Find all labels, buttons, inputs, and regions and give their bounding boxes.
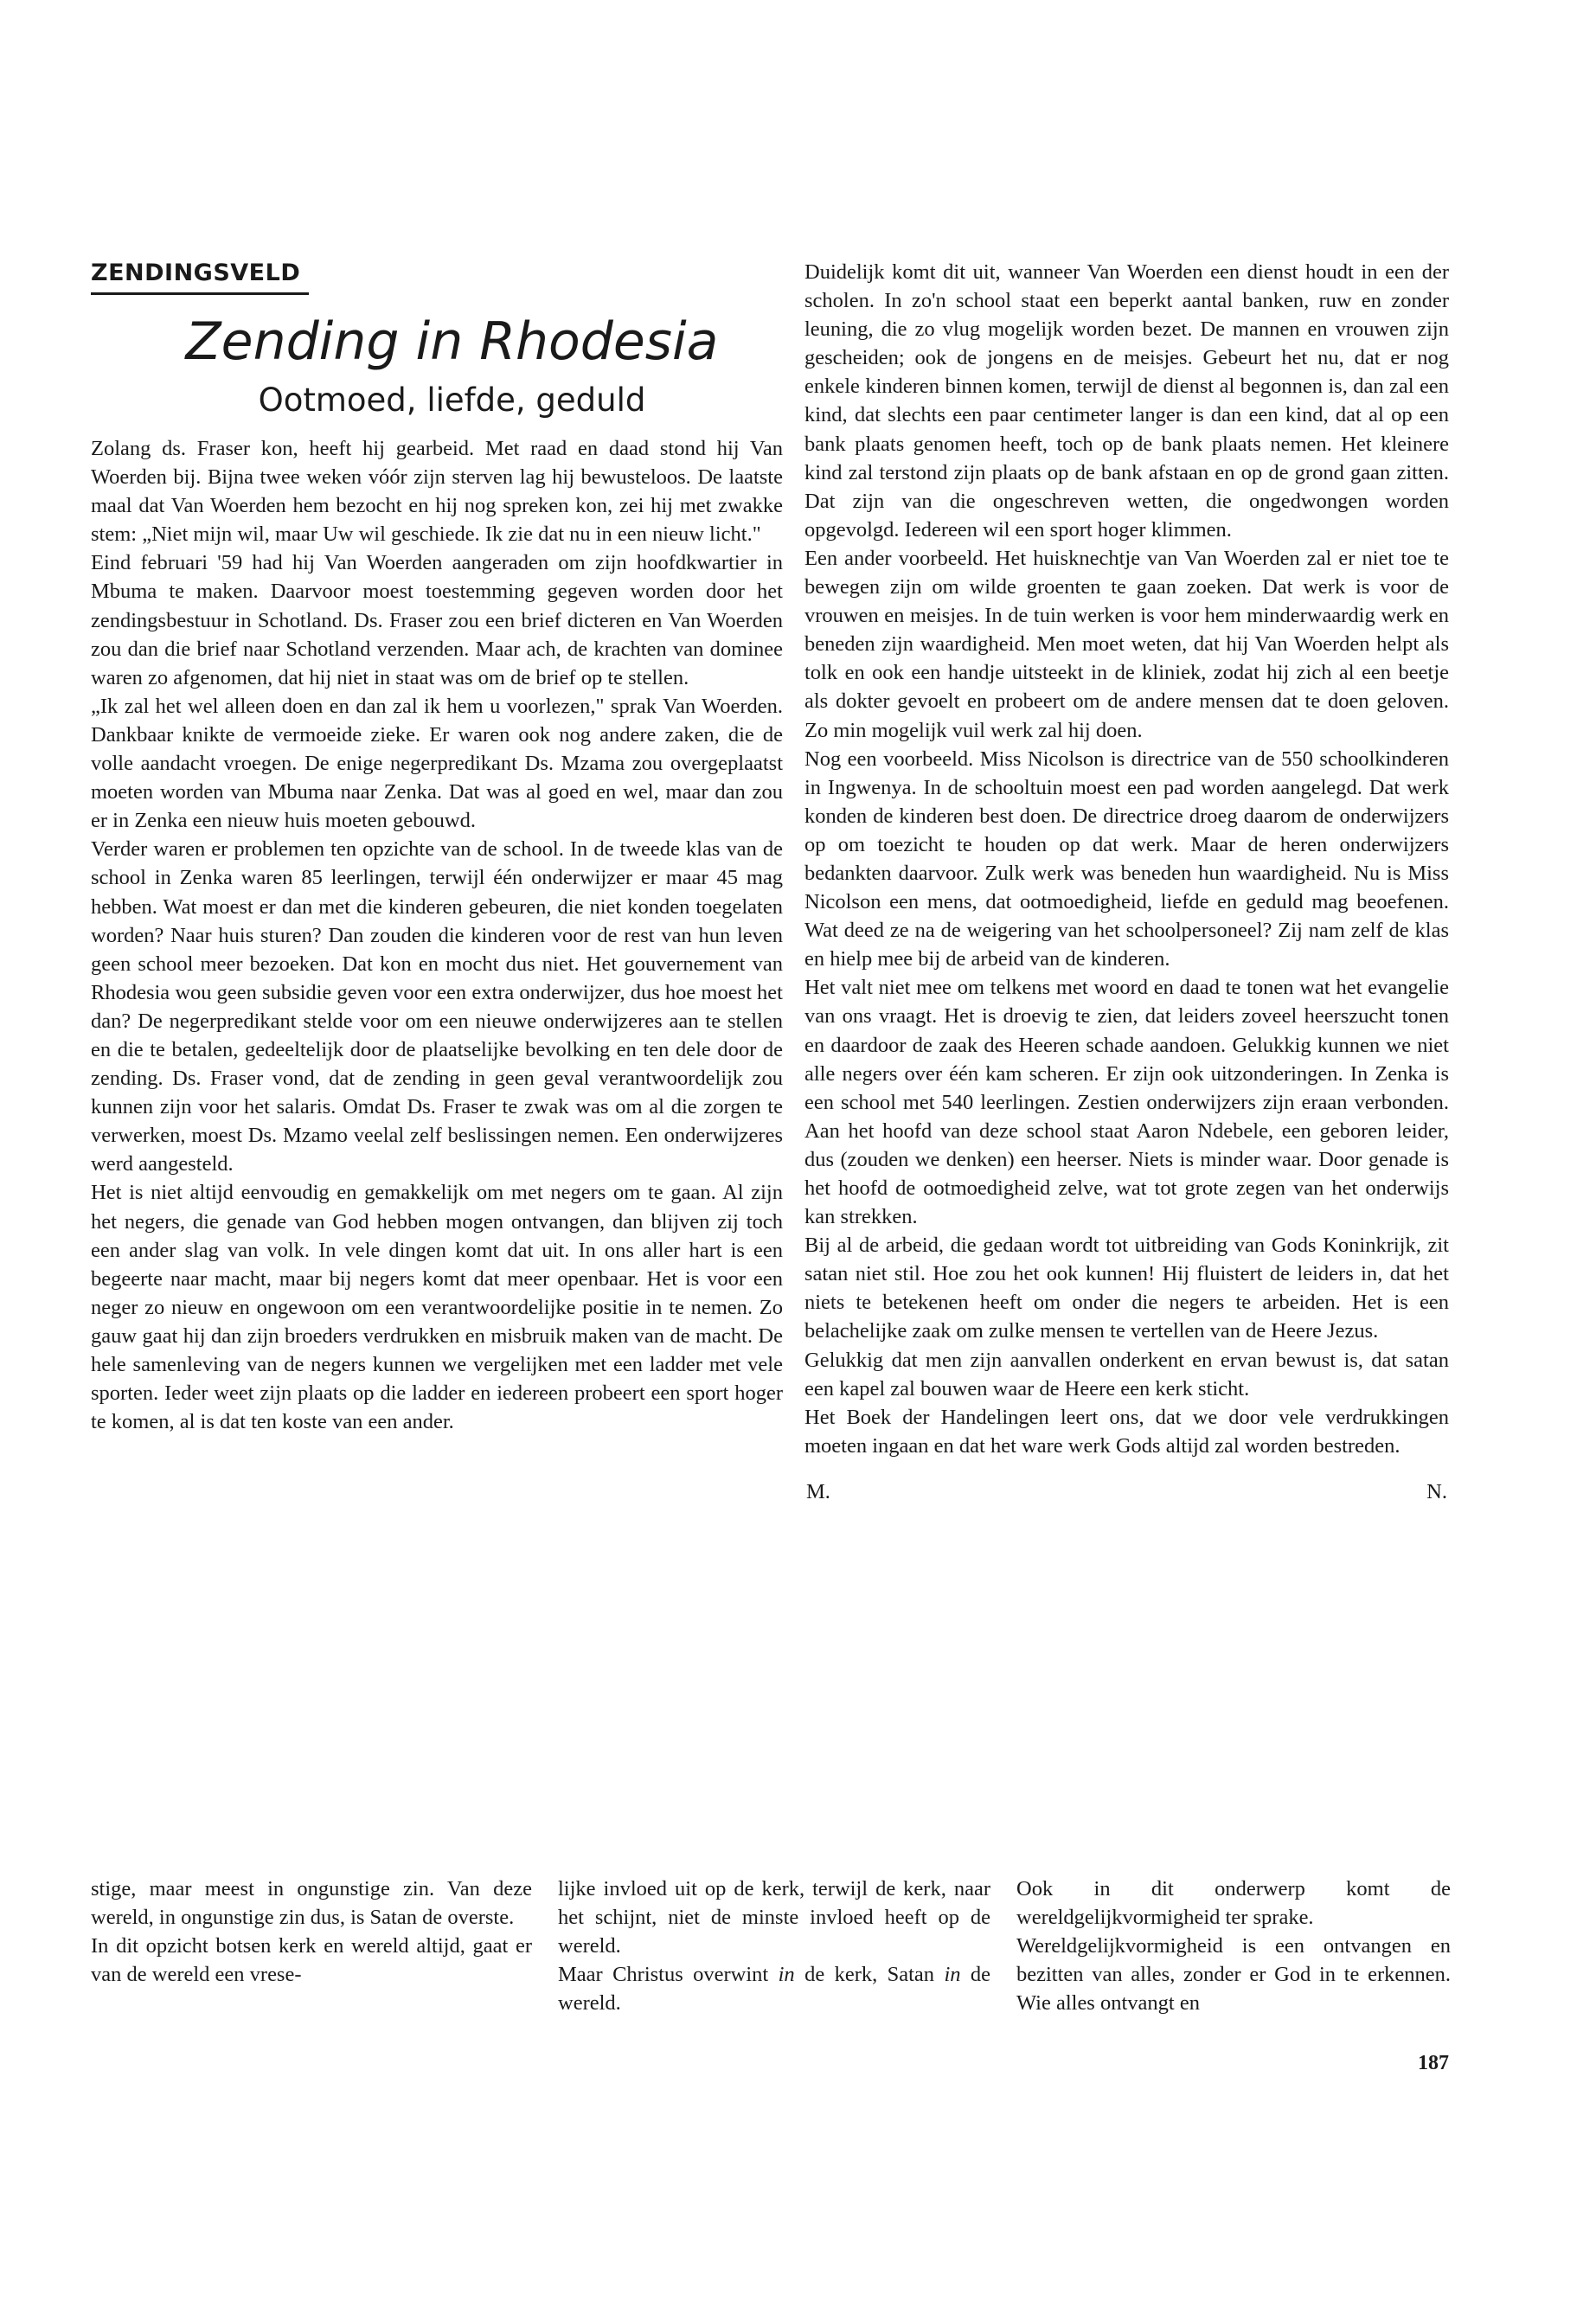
- emphasis-in: in: [778, 1963, 795, 1986]
- lower-column-3: [1016, 1875, 1451, 2017]
- signature-initial-m: M.: [806, 1479, 830, 1503]
- paragraph: Nog een voorbeeld. Miss Nicolson is directrice van de 550 schoolkinderen in Ingwenya. In de schooltuin moest een pad worden aangelegd. Dat werk konden de kinderen best doen. De directrice droeg daarom de onderwijzers op om toezicht te houden op dat werk. Maar de heren onderwijzers bedankten daarvoor. Zulk werk was beneden hun waardigheid. Nu is Miss Nicolson een mens, dat ootmoedigheid, liefde en geduld mag beoefenen. Wat deed ze na de weigering van het schoolpersoneel? Zij nam zelf de klas en hielp mee bij de arbeid van de kinderen.: [804, 747, 1449, 971]
- paragraph: Gelukkig dat men zijn aanvallen onderkent en ervan bewust is, dat satan een kapel zal bouwen waar de Heere een kerk sticht.: [804, 1348, 1449, 1400]
- article-title: Zending in Rhodesia: [185, 311, 719, 372]
- page-number: 187: [1418, 2052, 1449, 2074]
- paragraph: Het valt niet mee om telkens met woord en daad te tonen wat het evangelie van ons vraagt. Het is droevig te zien, dat leiders zoveel heerszucht tonen en daardoor de zaak des Heeren schade aandoen. Gelukkig kunnen we niet alle negers over één kam scheren. Er zijn ook uitzonderingen. In Zenka is een school met 540 leerlingen. Zestien onderwijzers zijn eraan verbonden. Aan het hoofd van deze school staat Aaron Ndebele, een geboren leider, dus (zouden we denken) een heerser. Niets is minder waar. Door genade is het hoofd de ootmoedigheid zelve, wat tot grote zegen van het onderwijs kan strekken.: [804, 976, 1449, 1229]
- section-rule: [91, 292, 309, 295]
- signature-initial-n: N.: [1426, 1479, 1447, 1503]
- article-right-column: [804, 258, 1449, 1506]
- author-signature: [804, 1477, 1449, 1506]
- paragraph: Een ander voorbeeld. Het huisknechtje van Van Woerden zal er niet toe te bewegen zijn om wilde groenten te gaan zoeken. Dat werk is voor de vrouwen en meisjes. In de tuin werken is voor hem minderwaardig werk en beneden zijn waardigheid. Men moet weten, dat hij Van Woerden helpt als tolk en ook een handje uitsteekt in de kliniek, zodat hij zich al een beetje als dokter gevoelt en probeert om de andere mensen dat te doen geloven. Zo min mogelijk vuil werk zal hij doen.: [804, 546, 1449, 742]
- paragraph: Eind februari '59 had hij Van Woerden aangeraden om zijn hoofdkwartier in Mbuma te maken. Daarvoor moest toestemming gegeven worden door het zendingsbestuur in Schotland. Ds. Fraser zou een brief dicteren en Van Woerden zou dan die brief naar Schotland verzenden. Maar ach, de krachten van dominee waren zo afgenomen, dat hij niet in staat was om de brief op te stellen.: [91, 551, 783, 689]
- paragraph: Wereldgelijkvormigheid is een ontvangen en bezitten van alles, zonder er God in te erkennen. Wie alles ontvangt en: [1016, 1934, 1451, 2015]
- text-run: Maar Christus overwint: [558, 1963, 779, 1986]
- paragraph: [558, 1960, 990, 2017]
- article-subtitle: Ootmoed, liefde, geduld: [258, 381, 646, 419]
- text-run: de wereld.: [558, 1963, 991, 2015]
- paragraph: In dit opzicht botsen kerk en wereld altijd, gaat er van de wereld een vrese-: [91, 1934, 532, 1986]
- emphasis-in: in: [944, 1963, 961, 1986]
- section-label: ZENDINGSVELD: [91, 260, 301, 286]
- paragraph: Duidelijk komt dit uit, wanneer Van Woerden een dienst houdt in een der scholen. In zo'n school staat een beperkt aantal banken, ruw en zonder leuning, die zo vlug mogelijk worden bezet. De mannen en vrouwen zijn gescheiden; ook de jongens en de meisjes. Gebeurt het nu, dat er nog enkele kinderen binnen komen, terwijl de dienst al begonnen is, dan zal een kind, dat slechts een paar centimeter langer is dan een kind, dat al op een bank plaats genomen heeft, toch op de bank plaats nemen. Het kleinere kind zal terstond zijn plaats op de bank afstaan en op de grond gaan zitten. Dat zijn van die ongeschreven wetten, die ongedwongen worden opgevolgd. Iedereen wil een sport hoger klimmen.: [804, 260, 1449, 542]
- paragraph: Bij al de arbeid, die gedaan wordt tot uitbreiding van Gods Koninkrijk, zit satan niet stil. Hoe zou het ook kunnen! Hij fluistert de leiders in, dat het niets te betekenen heeft om onder die negers te arbeiden. Het is een belachelijke zaak om zulke mensen te vertellen van de Heere Jezus.: [804, 1234, 1449, 1343]
- paragraph: Het is niet altijd eenvoudig en gemakkelijk om met negers om te gaan. Al zijn het negers, die genade van God hebben mogen ontvangen, dan blijven zij toch een ander slag van volk. In vele dingen komt dat uit. In ons aller hart is een begeerte naar macht, maar bij negers komt dat meer openbaar. Het is voor een neger zo nieuw en ongewoon om een verantwoordelijke positie in te nemen. Zo gauw gaat hij dan zijn broeders verdrukken en misbruik maken van de macht. De hele samenleving van de negers kunnen we vergelijken met een ladder met vele sporten. Ieder weet zijn plaats op die ladder en iedereen probeert een sport hoger te komen, al is dat ten koste van een ander.: [91, 1181, 783, 1434]
- paragraph: stige, maar meest in ongunstige zin. Van deze wereld, in ongunstige zin dus, is Satan de overste.: [91, 1877, 532, 1929]
- paragraph: Ook in dit onderwerp komt de wereldgelijkvormigheid ter sprake.: [1016, 1877, 1451, 1929]
- lower-column-1: [91, 1875, 532, 1989]
- paragraph: Verder waren er problemen ten opzichte van de school. In de tweede klas van de school in Zenka waren 85 leerlingen, terwijl één onderwijzer er maar 45 mag hebben. Wat moest er dan met die kinderen gebeuren, die niet konden toegelaten worden? Naar huis sturen? Dan zouden die kinderen voor de rest van hun leven geen school meer bezoeken. Dat kon en mocht dus niet. Het gouvernement van Rhodesia wou geen subsidie geven voor een extra onderwijzer, dus hoe moest het dan? De negerpredikant stelde voor om een nieuwe onderwijzeres aan te stellen en die te betalen, gedeeltelijk door de plaatselijke bevolking en ten dele door de zending. Ds. Fraser vond, dat de zending in geen geval verantwoordelijk zou kunnen zijn voor het salaris. Omdat Ds. Fraser te zwak was om al die zorgen te verwerken, moest Ds. Mzamo veelal zelf beslissingen nemen. Een onderwijzeres werd aangesteld.: [91, 837, 783, 1176]
- text-run: de kerk, Satan: [794, 1963, 945, 1986]
- paragraph: „Ik zal het wel alleen doen en dan zal ik hem u voorlezen," sprak Van Woerden. Dankbaar knikte de vermoeide zieke. Er waren ook nog andere zaken, die de volle aandacht vroegen. De enige negerpredikant Ds. Mzama zou overgeplaatst moeten worden van Mbuma naar Zenka. Dat was al goed en wel, maar dan zou er in Zenka een nieuw huis moeten gebouwd.: [91, 694, 783, 833]
- article-left-column: [91, 434, 783, 1436]
- paragraph: Het Boek der Handelingen leert ons, dat we door vele verdrukkingen moeten ingaan en dat het ware werk Gods altijd zal worden bestreden.: [804, 1405, 1449, 1458]
- paragraph: Zolang ds. Fraser kon, heeft hij gearbeid. Met raad en daad stond hij Van Woerden bij. Bijna twee weken vóór zijn sterven lag hij bewusteloos. De laatste maal dat Van Woerden hem bezocht en hij nog spreken kon, zei hij met zwakke stem: „Niet mijn wil, maar Uw wil geschiede. Ik zie dat nu in een nieuw licht.": [91, 437, 783, 547]
- paragraph: lijke invloed uit op de kerk, terwijl de kerk, naar het schijnt, niet de minste invloed heeft op de wereld.: [558, 1877, 990, 1958]
- lower-column-2: [558, 1875, 990, 2017]
